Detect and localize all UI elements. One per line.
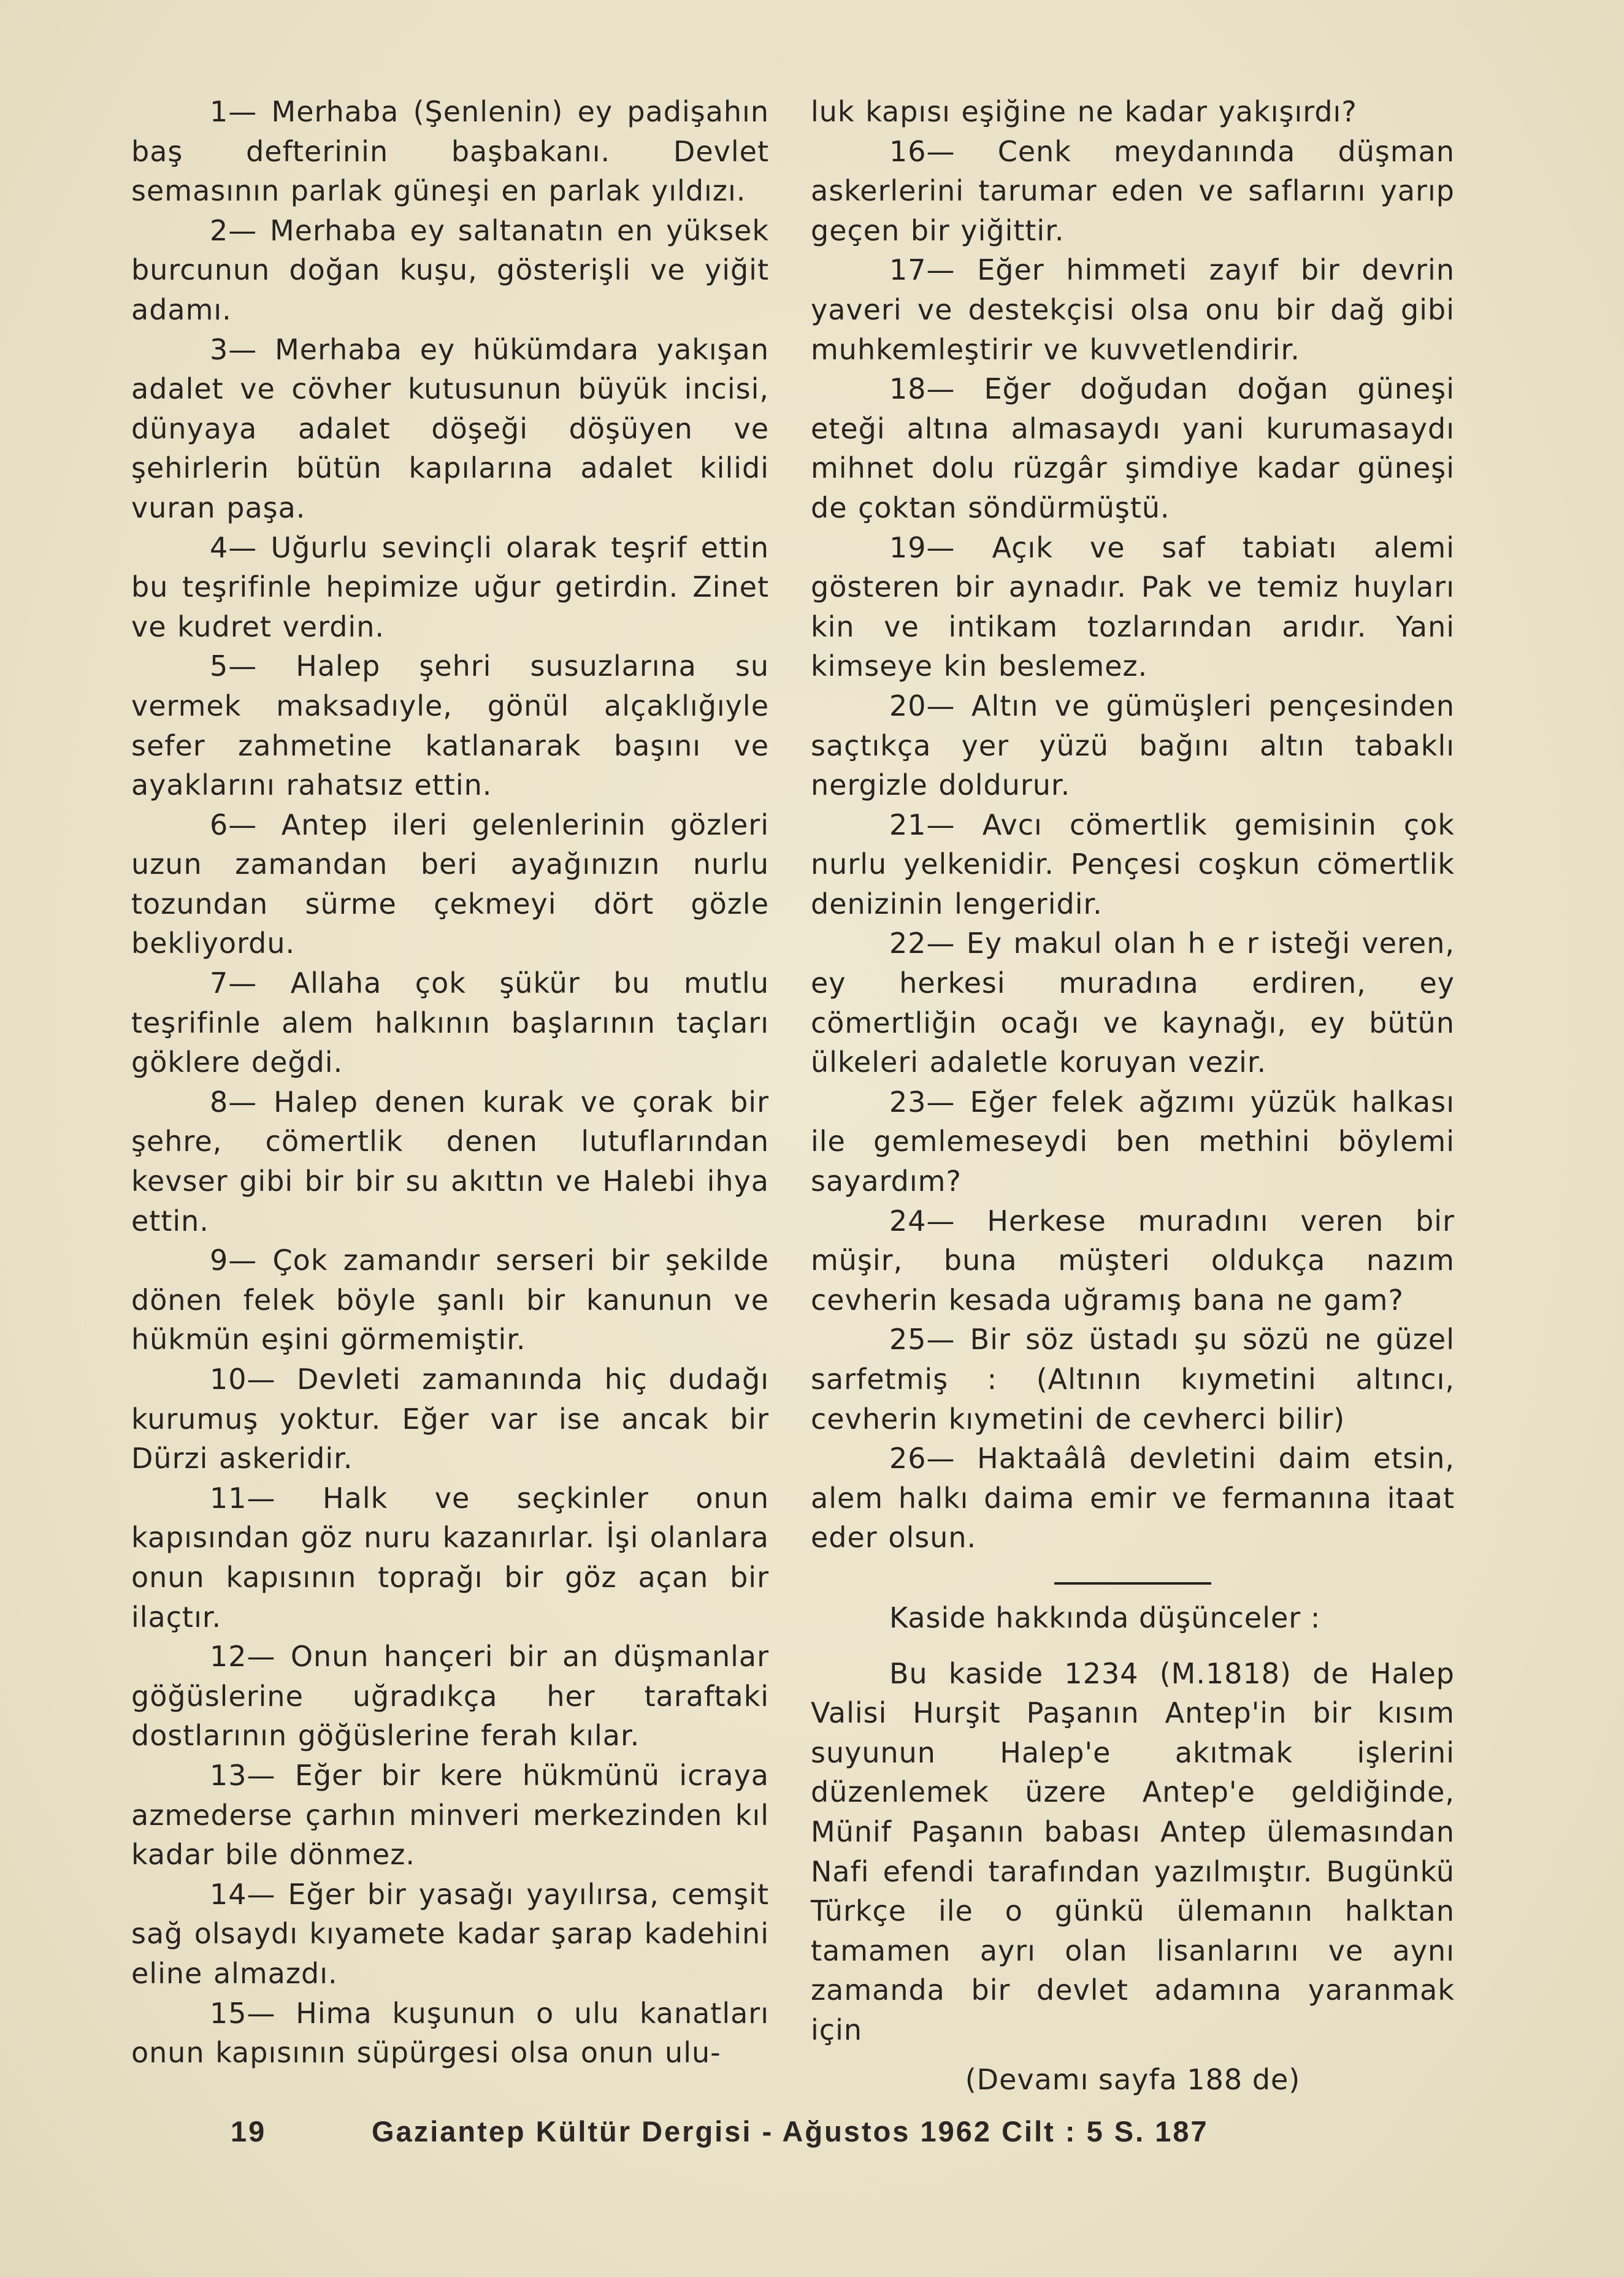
stanza-20: 20— Altın ve gümüşleri pençesinden saçtıkça yer yüzü bağını altın tabaklı nergizle doldurur. [811, 689, 1455, 802]
section-divider [1054, 1582, 1211, 1585]
stanza-15: 15— Hima kuşunun o ulu kanatları onun kapısının süpürgesi olsa onun ulu- [131, 1996, 769, 2070]
stanza-9: 9— Çok zamandır serseri bir şekilde dönen felek böyle şanlı bir kanunun ve hükmün eşini görmemiştir. [131, 1244, 769, 1357]
stanza-4: 4— Uğurlu sevinçli olarak teşrif ettin bu teşrifinle hepimize uğur getirdin. Zinet ve kudret verdin. [131, 530, 769, 643]
stanza-18: 18— Eğer doğudan doğan güneşi eteği altına almasaydı yani kurumasaydı mihnet dolu rüzgâr şimdiye kadar güneşi de çoktan söndürmüştü. [811, 372, 1455, 524]
stanza-21: 21— Avcı cömertlik gemisinin çok nurlu yelkenidir. Pençesi coşkun cömertlik denizinin lengeridir. [811, 808, 1455, 920]
stanza-26: 26— Haktaâlâ devletini daim etsin, alem halkı daima emir ve fermanına itaat eder olsun. [811, 1442, 1455, 1555]
stanza-12: 12— Onun hançeri bir an düşmanlar göğüslerine uğradıkça her taraftaki dostlarının göğüslerine ferah kılar. [131, 1640, 769, 1753]
stanza-16: 16— Cenk meydanında düşman askerlerini tarumar eden ve saflarını yarıp geçen bir yiğittir. [811, 134, 1455, 247]
stanza-25: 25— Bir söz üstadı şu sözü ne güzel sarfetmiş : (Altının kıymetini altıncı, cevherin kıymetini de cevherci bilir) [811, 1323, 1455, 1436]
stanza-14: 14— Eğer bir yasağı yayılırsa, cemşit sağ olsaydı kıyamete kadar şarap kadehini eline almazdı. [131, 1877, 769, 1990]
stanza-24: 24— Herkese muradını veren bir müşir, buna müşteri oldukça nazım cevherin kesada uğramış bana ne gam? [811, 1204, 1455, 1317]
stanza-22: 22— Ey makul olan h e r isteği veren, ey herkesi muradına erdiren, ey cömertliğin ocağı ve kaynağı, ey bütün ülkeleri adaletle koruyan vezir. [811, 927, 1455, 1079]
right-column [811, 92, 1455, 2099]
stanza-7: 7— Allaha çok şükür bu mutlu teşrifinle alem halkının başlarının taçları göklere değdi. [131, 966, 769, 1079]
stanza-13: 13— Eğer bir kere hükmünü icraya azmederse çarhın minveri merkezinden kıl kadar bile dönmez. [131, 1758, 769, 1872]
section-body: Bu kaside 1234 (M.1818) de Halep Valisi Hurşit Paşanın Antep'in bir kısım suyunun Halep'e akıtmak işlerini düzenlemek üzere Antep'e geldiğinde, Münif Paşanın babası Antep ülemasından Nafi efendi tarafından yazılmıştır. Bugünkü Türkçe ile o günkü ülemanın halktan tamamen ayrı olan lisanlarını ve aynı zamanda bir devlet adamına yaranmak için [811, 1656, 1455, 2046]
stanza-1: 1— Merhaba (Şenlenin) ey padişahın baş defterinin başbakanı. Devlet semasının parlak güneşi en parlak yıldızı. [131, 95, 769, 208]
stanza-2: 2— Merhaba ey saltanatın en yüksek burcunun doğan kuşu, gösterişli ve yiğit adamı. [131, 213, 769, 326]
page-footer [231, 2114, 1396, 2148]
stanza-10: 10— Devleti zamanında hiç dudağı kurumuş yoktur. Eğer var ise ancak bir Dürzi askeridir. [131, 1363, 769, 1475]
stanza-8: 8— Halep denen kurak ve çorak bir şehre, cömertlik denen lutuflarından kevser gibi bir bir su akıttın ve Halebi ihya ettin. [131, 1085, 769, 1238]
stanza-17: 17— Eğer himmeti zayıf bir devrin yaveri ve destekçisi olsa onu bir dağ gibi muhkemleştirir ve kuvvetlendirir. [811, 253, 1455, 366]
stanza-3: 3— Merhaba ey hükümdara yakışan adalet ve cövher kutusunun büyük incisi, dünyaya adalet döşeği döşüyen ve şehirlerin bütün kapılarına adalet kilidi vuran paşa. [131, 332, 769, 524]
stanza-15-continuation: luk kapısı eşiğine ne kadar yakışırdı? [811, 95, 1357, 128]
stanza-11: 11— Halk ve seçkinler onun kapısından göz nuru kazanırlar. İşi olanlara onun kapısının toprağı bir göz açan bir ilaçtır. [131, 1481, 769, 1634]
stanza-6: 6— Antep ileri gelenlerinin gözleri uzun zamandan beri ayağınızın nurlu tozundan sürme çekmeyi dört gözle bekliyordu. [131, 808, 769, 960]
stanza-23: 23— Eğer felek ağzımı yüzük halkası ile gemlemeseydi ben methini böylemi sayardım? [811, 1085, 1455, 1198]
left-column [131, 92, 769, 2073]
stanza-5: 5— Halep şehri susuzlarına su vermek maksadıyle, gönül alçaklığıyle sefer zahmetine katlanarak başını ve ayaklarını rahatsız ettin. [131, 649, 769, 802]
continued-note: (Devamı sayfa 188 de) [965, 2062, 1301, 2096]
section-heading: Kaside hakkında düşünceler : [889, 1601, 1321, 1634]
page-number: 19 [231, 2115, 267, 2148]
publication-line: Gaziantep Kültür Dergisi - Ağustos 1962 Cilt : 5 S. 187 [372, 2115, 1209, 2148]
stanza-19: 19— Açık ve saf tabiatı alemi gösteren bir aynadır. Pak ve temiz huyları kin ve intikam tozlarından arıdır. Yani kimseye kin beslemez. [811, 530, 1455, 683]
